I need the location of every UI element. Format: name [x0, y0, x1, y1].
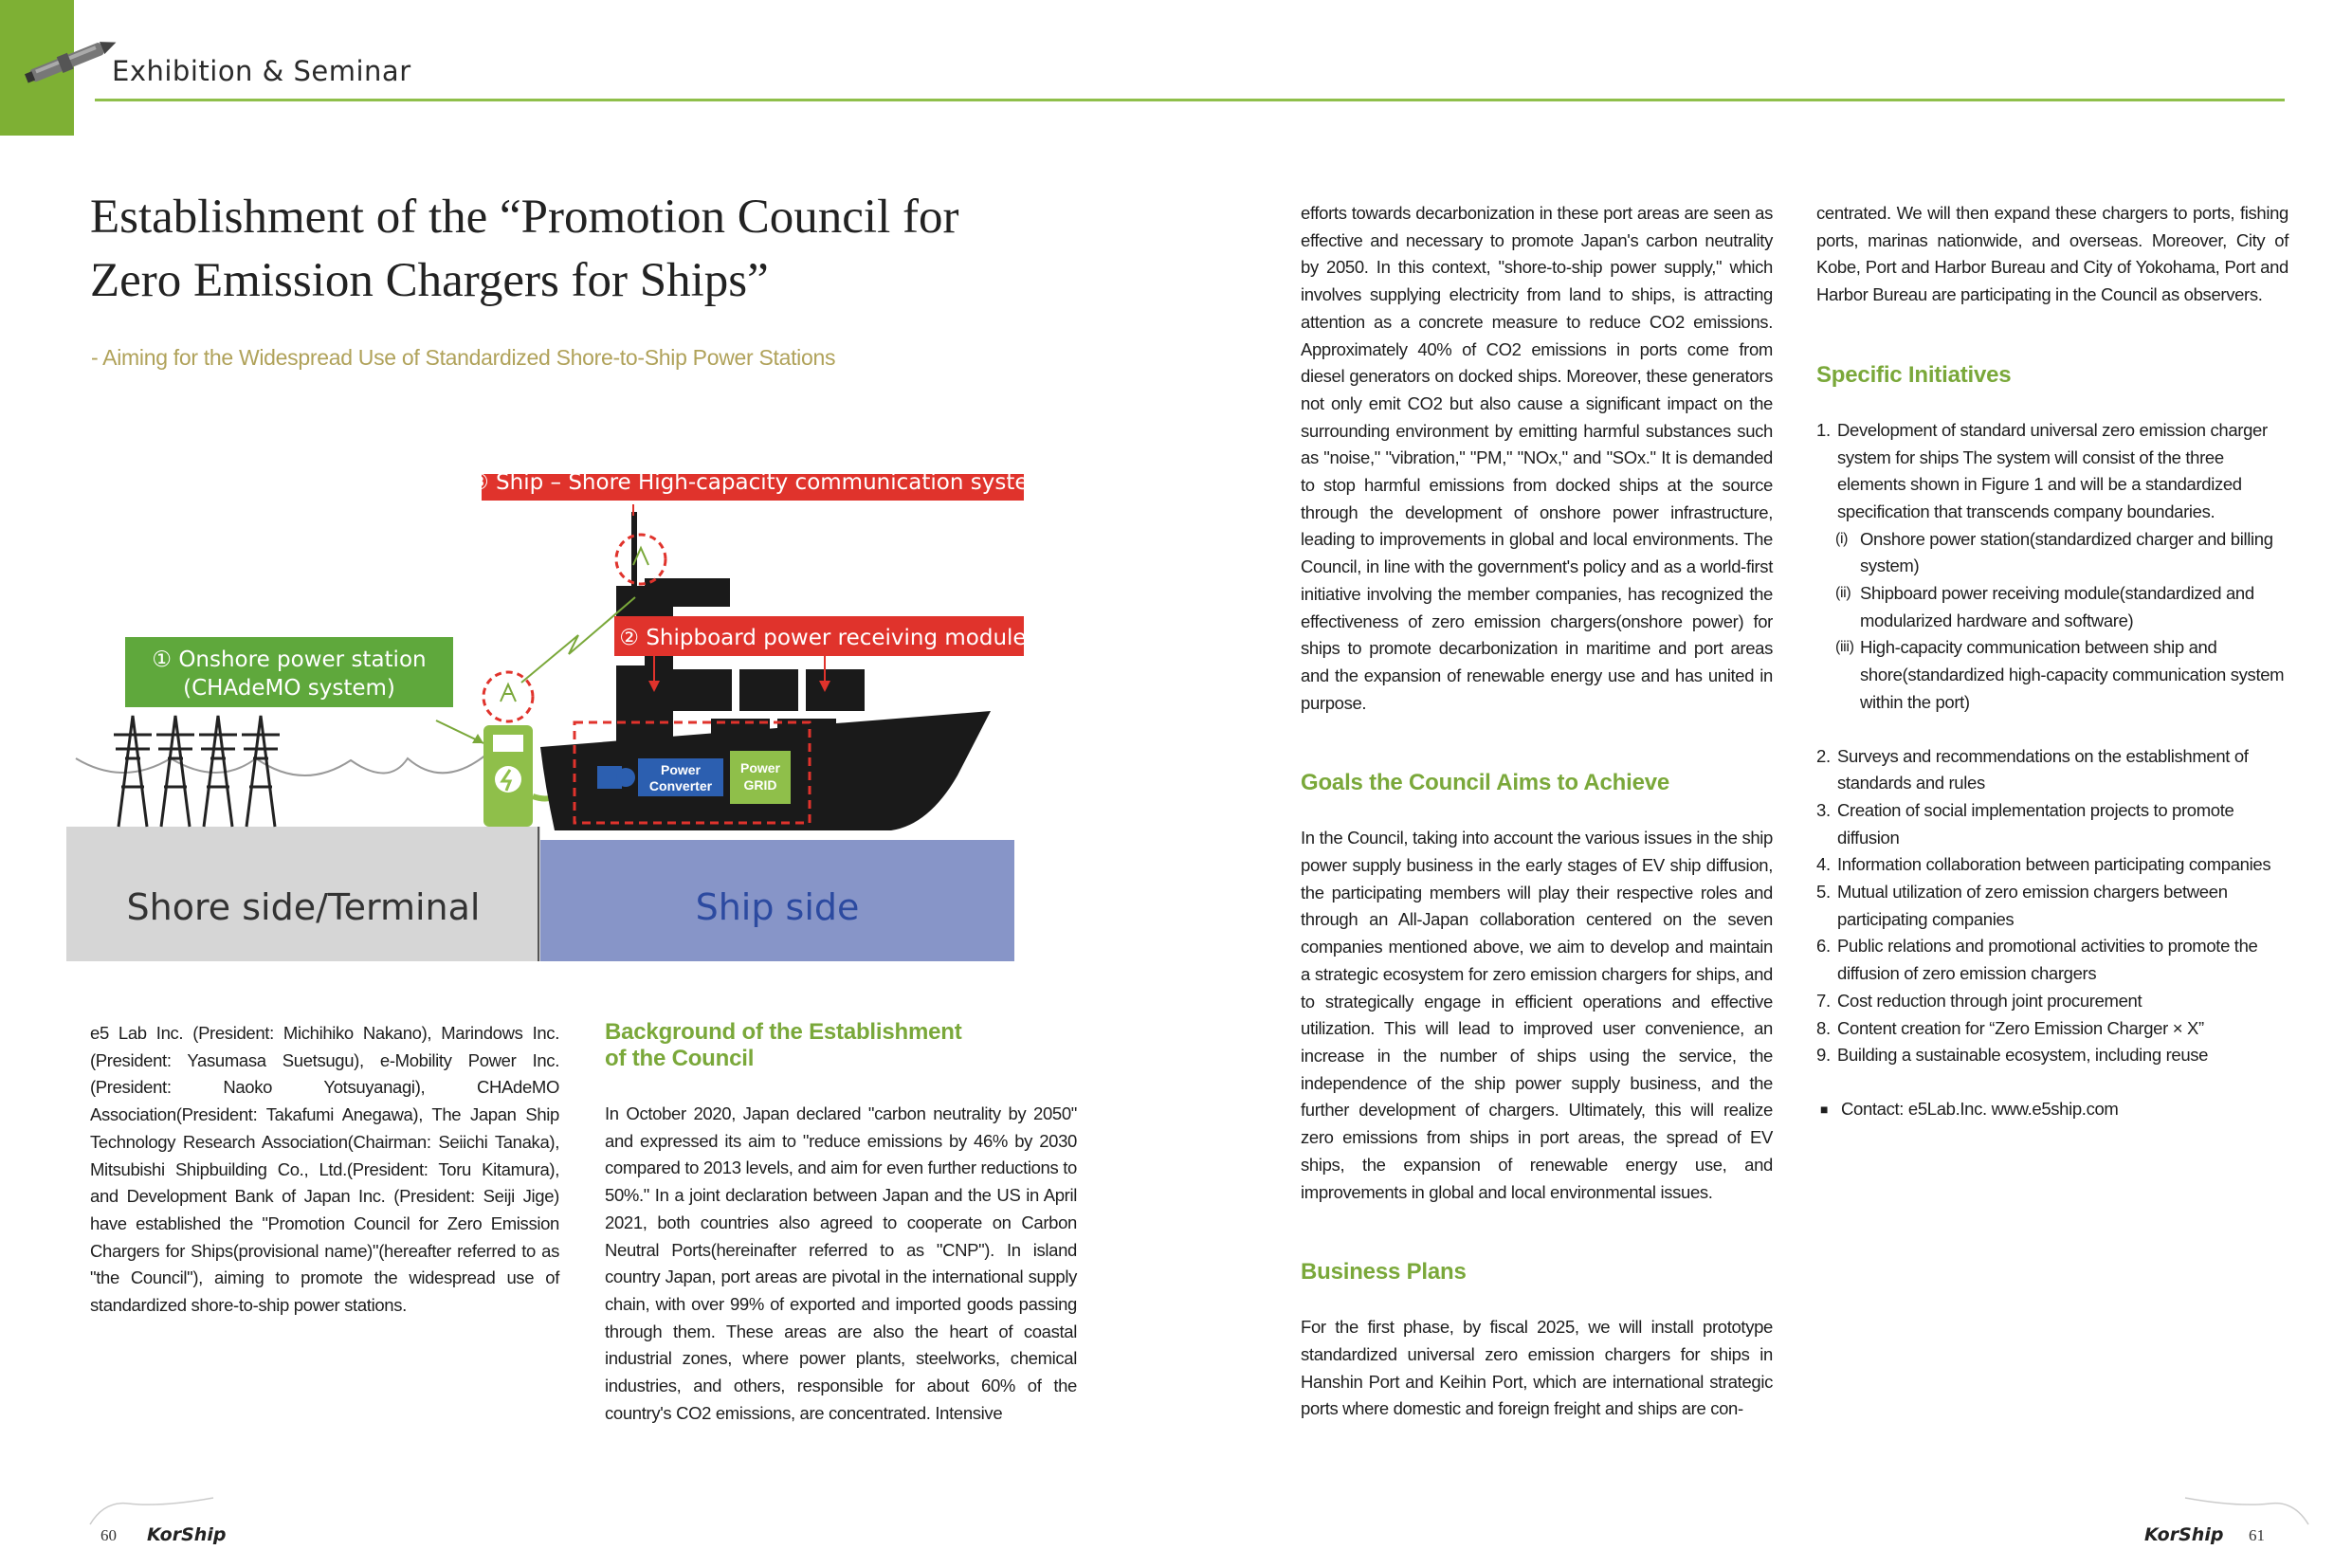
- sub-list-item: [1816, 634, 2288, 716]
- list-item: [1816, 988, 2288, 1015]
- column-3: [1301, 200, 1773, 1423]
- header-divider: [95, 99, 2285, 101]
- article-title: [90, 186, 1152, 313]
- list-item: [1816, 1042, 2288, 1069]
- list-item: [1816, 851, 2288, 879]
- list-item-number: 5.: [1816, 882, 1831, 903]
- business-heading: Business Plans: [1301, 1259, 1467, 1285]
- list-item-text: Cost reduction through joint procurement: [1837, 990, 2142, 1011]
- list-item-text: Building a sustainable ecosystem, including reuse: [1837, 1045, 2209, 1066]
- korship-logo-right: KorShip: [2144, 1524, 2224, 1545]
- list-item-text: Content creation for “Zero Emission Charger × X”: [1837, 1017, 2204, 1038]
- pylon-icons: [114, 716, 280, 827]
- list-item-text: Creation of social implementation projects to promote diffusion: [1837, 799, 2234, 848]
- contact-line: [1816, 1096, 2288, 1123]
- list-item-number: 1.: [1816, 419, 1831, 440]
- sub-item-text: Onshore power station(standardized charger and billing system): [1860, 528, 2273, 576]
- list-item: [1816, 933, 2288, 987]
- business-text-col4: centrated. We will then expand these chargers to ports, fishing ports, marinas nationwide, and overseas. Moreover, City of Kobe, Port and Harbor Bureau and City of Yokohama, Port and Harbor Bureau are participating in the Council as observers.: [1816, 203, 2288, 305]
- diagram-svg: [66, 474, 1024, 967]
- list-item-number: 9.: [1816, 1045, 1831, 1066]
- square-bullet-icon: ■: [1820, 1101, 1829, 1117]
- goals-heading: Goals the Council Aims to Achieve: [1301, 770, 1670, 796]
- initiatives-heading: Specific Initiatives: [1816, 361, 2012, 388]
- power-grid-label-1: Power: [739, 760, 781, 775]
- sub-item-text: Shipboard power receiving module(standardized and modularized hardware and software): [1860, 583, 2254, 630]
- list-item-number: 3.: [1816, 799, 1831, 820]
- title-line-2: Zero Emission Chargers for Ships”: [90, 254, 769, 307]
- sub-item-number: (iii): [1835, 639, 1854, 656]
- sub-list-item: [1816, 580, 2288, 634]
- ship-side-label: Ship side: [695, 886, 860, 928]
- background-text-col3: efforts towards decarbonization in these port areas are seen as effective and necessary to promote Japan's carbon neutrality by 2050. In this context, "shore-to-ship power supply," which involves supplying electricity from land to ships, is attracting attention as a concrete measure to reduce CO2 emissions. Approximately 40% of CO2 emissions in ports come from diesel generators on docked ships. Moreover, these generators not only emit CO2 but also cause a significant impact on the surrounding environment by emitting harmful substances such as "noise," "vibration," "PM," "NOx," and "SOx." It is demanded to stop harmful emissions from docked ships at the source through the development of onshore power infrastructure, leading to improvements in global and local environments. The Council, in line with the government's policy and as a world-first initiative involving the member companies, has recognized the effectiveness of zero emission chargers(onshore power) for ships to promote decarbonization in maritime and port areas and the expansion of renewable energy use and has united in purpose.: [1301, 203, 1773, 713]
- label-onshore-text-2: (CHAdeMO system): [183, 676, 395, 701]
- background-heading-line-2: of the Council: [605, 1046, 755, 1071]
- list-item-number: 6.: [1816, 936, 1831, 957]
- column-4: [1816, 200, 2288, 1123]
- list-item: [1816, 797, 2288, 851]
- section-label: Exhibition & Seminar: [112, 55, 411, 87]
- label-module-text: ② Shipboard power receiving module: [619, 626, 1024, 650]
- background-section: [605, 1019, 1077, 1427]
- intro-text: e5 Lab Inc. (President: Michihiko Nakano), Marindows Inc. (President: Yasumasa Suetsugu), e-Mobility Power Inc.(President: Naoko Yotsuyanagi), CHAdeMO Association(President: Takafumi Anegawa), The Japan Ship Technology Research Association(Chairman: Seiichi Tanaka), Mitsubishi Shipbuilding Co., Ltd.(President: Toru Kitamura), and Development Bank of Japan Inc. (President: Seiji Jige) have established the "Promotion Council for Zero Emission Chargers for Ships(provisional name)"(hereafter referred to as "the Council"), aiming to promote the widespread use of standardized shore-to-ship power stations.: [90, 1023, 559, 1316]
- list-item-text: Public relations and promotional activities to promote the diffusion of zero emission chargers: [1837, 936, 2258, 984]
- contact-text: Contact: e5Lab.Inc. www.e5ship.com: [1841, 1098, 2119, 1119]
- business-text-col3: For the first phase, by fiscal 2025, we will install prototype standardized universal zero emission chargers for ships in Hanshin Port and Keihin Port, which are international strategic ports where domestic and foreign freight and ships are con-: [1301, 1317, 1773, 1419]
- list-item-number: 7.: [1816, 990, 1831, 1011]
- background-heading-line-1: Background of the Establishment: [605, 1019, 962, 1045]
- sub-item-number: (i): [1835, 530, 1849, 547]
- list-item-text: Information collaboration between participating companies: [1837, 854, 2271, 875]
- shore-side-label: Shore side/Terminal: [126, 886, 481, 928]
- list-item-text: Development of standard universal zero emission charger system for ships The system will consist of the three elements shown in Figure 1 and will be a standardized specification that transcends company boundaries.: [1837, 419, 2268, 521]
- page-number-left: 60: [100, 1526, 117, 1544]
- label-comm-text: ③ Ship – Shore High-capacity communication system: [469, 474, 1024, 495]
- background-text-col2: In October 2020, Japan declared "carbon neutrality by 2050" and expressed its aim to "reduce emissions by 46% by 2030 compared to 2013 levels, and aim for even further reductions to 50%." In a joint declaration between Japan and the US in April 2021, both countries also agreed to cooperate on Carbon Neutral Ports(hereinafter referred to as "CNP"). In island country Japan, port areas are pivotal in the international supply chain, with over 99% of exported and imported goods passing through them. These areas are also the heart of coastal industrial zones, where power plants, steelworks, chemical industries, and others, responsible for about 60% of the country's CO2 emissions, are concentrated. Intensive: [605, 1103, 1077, 1423]
- list-item: [1816, 417, 2288, 526]
- ship-bridge: [616, 586, 673, 749]
- list-item-number: 4.: [1816, 854, 1831, 875]
- power-converter-label-2: Converter: [648, 778, 713, 793]
- goals-text: In the Council, taking into account the various issues in the ship power supply business in the early stages of EV ship diffusion, the participating members will play their respective roles and through an All-Japan collaboration centered on the seven companies mentioned above, we aim to develop and maintain a strategic ecosystem for zero emission chargers for ships, and to strategically engage in efficient operations and effective utilization. This will lead to improved user convenience, an increase in the number of ships using the service, the independence of the ship power supply business, and the further development of chargers. Ultimately, this will realize zero emissions from ships in port areas, the spread of EV ships, the expansion of renewable energy use, and improvements in global and local environmental issues.: [1301, 828, 1773, 1202]
- title-line-1: Establishment of the “Promotion Council for: [90, 191, 959, 244]
- list-item-text: Mutual utilization of zero emission chargers between participating companies: [1837, 882, 2228, 929]
- list-item: [1816, 879, 2288, 933]
- list-item-number: 8.: [1816, 1017, 1831, 1038]
- power-converter-label-1: Power: [660, 762, 702, 777]
- label-onshore-text-1: ① Onshore power station: [152, 647, 427, 672]
- initiatives-list: [1816, 417, 2288, 1123]
- sub-list-item: [1816, 526, 2288, 580]
- list-item: [1816, 743, 2288, 797]
- list-item: [1816, 1015, 2288, 1043]
- intro-paragraph: [90, 1020, 559, 1320]
- list-item-number: 2.: [1816, 745, 1831, 766]
- article-subtitle: - Aiming for the Widespread Use of Standardized Shore-to-Ship Power Stations: [91, 345, 836, 370]
- figure-shore-power-diagram: [66, 474, 1024, 967]
- korship-logo-left: KorShip: [147, 1524, 227, 1545]
- background-heading: [605, 1019, 1077, 1072]
- power-grid-label-2: GRID: [743, 777, 777, 793]
- sub-item-text: High-capacity communication between ship and shore(standardized high-capacity communication system within the port): [1860, 637, 2285, 712]
- pen-icon: [21, 27, 125, 93]
- page-number-right: 61: [2249, 1526, 2265, 1544]
- list-item-text: Surveys and recommendations on the establishment of standards and rules: [1837, 745, 2249, 793]
- sub-item-number: (ii): [1835, 585, 1851, 602]
